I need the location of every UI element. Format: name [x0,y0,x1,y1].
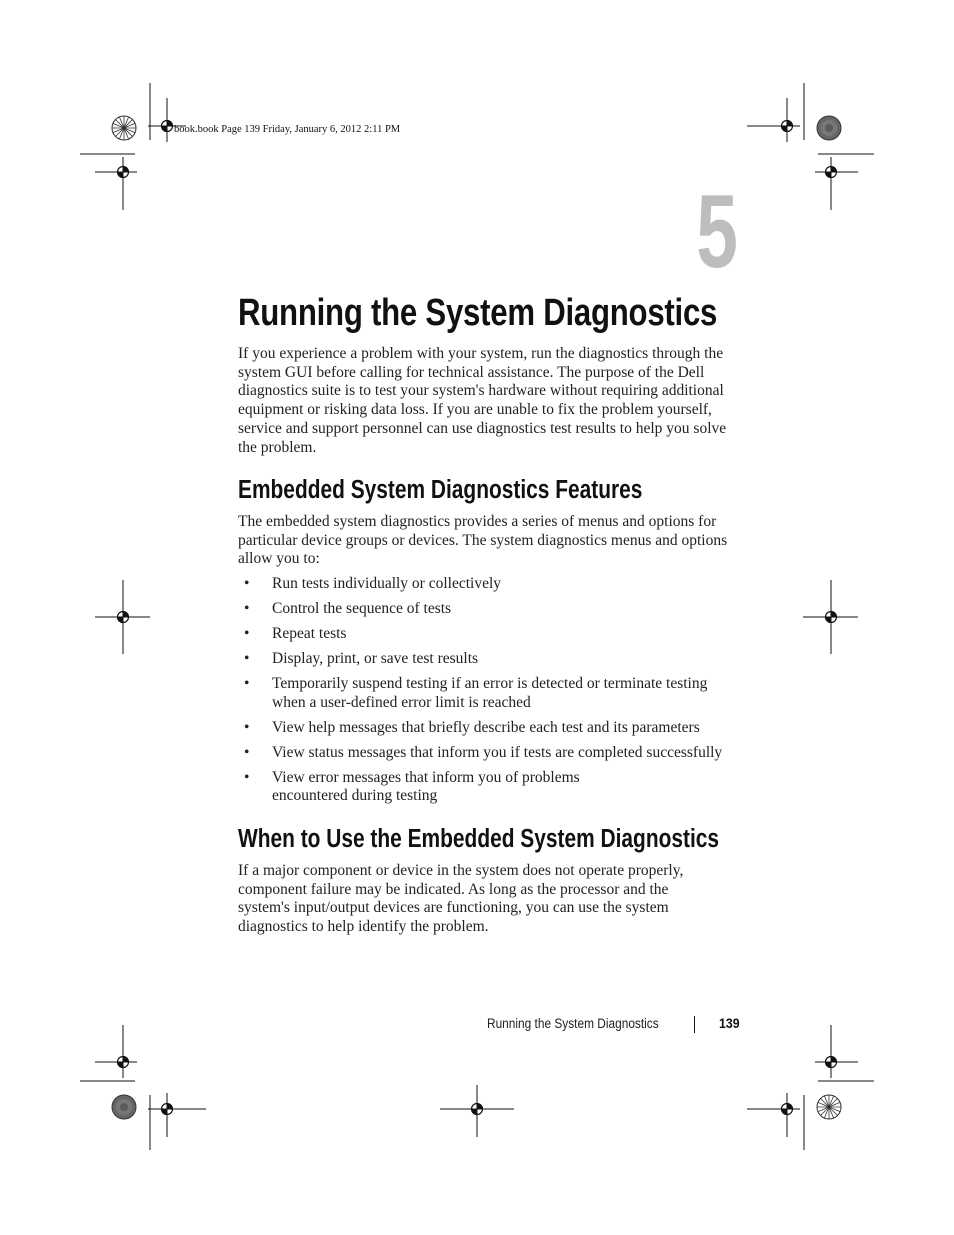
list-item [238,625,738,644]
list-item [238,675,738,712]
page-title: Running the System Diagnostics [238,292,718,334]
intro-paragraph: If you experience a problem with your system, run the diagnostics through the system GUI before calling for technical assistance. The purpose of the Dell diagnostics suite is to test your system's hardware without requiring additional equipment or risking data loss. If you are unable to fix the problem yourself, service and support personnel can use diagnostics test results to help you solve the problem. [238,345,727,456]
footer-running-title: Running the System Diagnostics [487,1016,659,1031]
list-item [238,650,738,669]
list-item [238,719,738,738]
bullet-icon: • [244,625,250,642]
features-paragraph: The embedded system diagnostics provides a series of menus and options for particular device groups or devices. The system diagnostics menus and options allow you to: [238,513,728,568]
list-item [238,575,738,594]
list-item-text: Repeat tests [272,625,347,642]
bullet-icon: • [244,768,250,786]
bullet-icon: • [244,718,250,736]
list-item-text: Control the sequence of tests [272,600,452,617]
list-item-text: Display, print, or save test results [272,650,479,667]
bullet-icon: • [244,575,250,592]
list-item [238,600,738,619]
when-to-use-paragraph: If a major component or device in the system does not operate properly, component failure may be indicated. As long as the processor and the system's input/output devices are functioning, you can use the system diagnostics to help identify the problem. [238,862,684,936]
bullet-icon: • [244,743,250,761]
list-item [238,744,738,763]
list-item-text: View help messages that briefly describe each test and its parameters [272,718,700,736]
list-item-text: View error messages that inform you of problems encountered during testing [272,768,580,805]
chapter-number: 5 [696,174,738,290]
section-heading-features: Embedded System Diagnostics Features [238,476,643,504]
list-item [238,769,738,806]
features-list [238,575,738,812]
print-slug: book.book Page 139 Friday, January 6, 2012 2:11 PM [174,124,401,135]
page-number: 139 [719,1015,740,1031]
footer-separator [694,1016,695,1033]
bullet-icon: • [244,600,250,617]
list-item-text: View status messages that inform you if tests are completed successfully [272,743,723,761]
list-item-text: Temporarily suspend testing if an error is detected or terminate testing when a user-defined error limit is reached [272,675,708,711]
bullet-icon: • [244,675,250,692]
list-item-text: Run tests individually or collectively [272,575,502,592]
section-heading-when-to-use: When to Use the Embedded System Diagnostics [238,825,720,853]
bullet-icon: • [244,650,250,667]
